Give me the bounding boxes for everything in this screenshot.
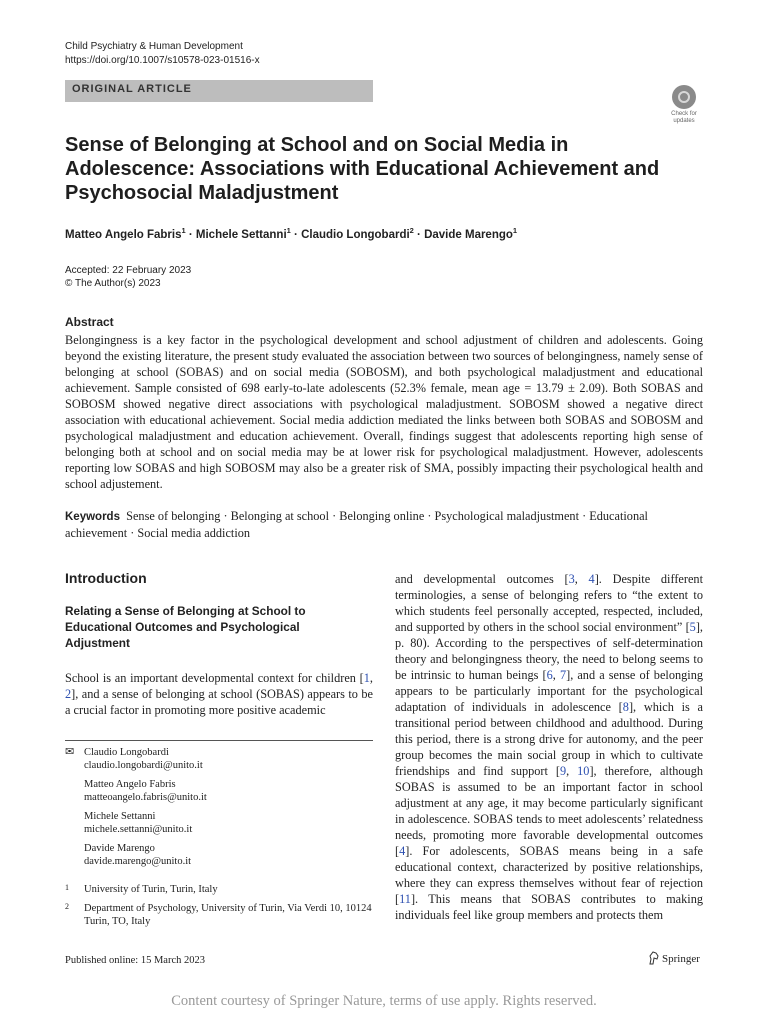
contact-email[interactable]: claudio.longobardi@unito.it — [84, 760, 203, 771]
contact-entry — [65, 842, 373, 868]
author-affil-marker: 2 — [409, 226, 414, 235]
citation-link[interactable]: 4 — [399, 844, 406, 858]
contact-name: Matteo Angelo Fabris — [84, 779, 176, 790]
author-name: Michele Settanni — [195, 228, 287, 241]
author-affil-marker: 1 — [181, 226, 186, 235]
author-list: Matteo Angelo Fabris$^1$ · Michele Settanni$^1$ · Claudio Longobardi$^2$ · Davide Marengo$^1$ — [65, 226, 518, 241]
citation-link[interactable]: 10 — [577, 764, 590, 778]
affiliation-entry — [65, 902, 373, 928]
author-affil-marker: 1 — [286, 226, 291, 235]
contact-email[interactable]: matteoangelo.fabris@unito.it — [84, 792, 207, 803]
citation-link[interactable]: 5 — [689, 620, 696, 634]
affiliation-number: 2 — [65, 902, 69, 911]
keywords-text: Sense of belonging · Belonging at school · Belonging online · Psychological maladjustment · Educational achievement · Social media addiction — [65, 509, 648, 540]
introduction-heading: Introduction — [65, 570, 147, 586]
affiliation-number: 1 — [65, 883, 69, 892]
article-dates — [65, 264, 191, 290]
author-name: Davide Marengo — [424, 228, 513, 241]
envelope-icon: ✉ — [65, 746, 75, 758]
contact-name: Michele Settanni — [84, 811, 156, 822]
abstract-heading: Abstract — [65, 315, 114, 329]
affiliation-text: Department of Psychology, University of Turin, Via Verdi 10, 10124 Turin, TO, Italy — [84, 903, 372, 927]
journal-name: Child Psychiatry & Human Development — [65, 41, 243, 52]
springer-logo — [648, 951, 700, 965]
author-affil-marker: 1 — [512, 226, 518, 235]
affiliations — [65, 883, 373, 934]
author-name: Matteo Angelo Fabris — [65, 228, 182, 241]
author-contacts — [65, 746, 373, 874]
affiliation-text: University of Turin, Turin, Italy — [84, 884, 218, 895]
contact-entry — [65, 778, 373, 804]
citation-link[interactable]: 6 — [546, 668, 553, 682]
affiliation-entry — [65, 883, 373, 896]
copyright-notice: © The Author(s) 2023 — [65, 278, 161, 289]
contact-email[interactable]: davide.marengo@unito.it — [84, 856, 192, 867]
published-date: Published online: 15 March 2023 — [65, 955, 205, 966]
doi-link[interactable]: https://doi.org/10.1007/s10578-023-01516-x — [65, 55, 260, 66]
citation-link[interactable]: 7 — [559, 668, 567, 682]
footnote-divider — [65, 740, 373, 741]
contact-name: Davide Marengo — [84, 843, 155, 854]
article-type-label: ORIGINAL ARTICLE — [72, 83, 192, 95]
accepted-date: Accepted: 22 February 2023 — [65, 265, 192, 276]
courtesy-notice: Content courtesy of Springer Nature, terms of use apply. Rights reserved. — [171, 993, 597, 1009]
intro-left-paragraph: School is an important developmental context for children [1, 2], and a sense of belonging at school (SOBAS) appears to be a crucial factor in promoting more positive academic — [65, 671, 373, 717]
author-name: Claudio Longobardi — [301, 228, 410, 241]
check-updates-label: Check for updates — [671, 111, 697, 124]
article-title: Sense of Belonging at School and on Social Media in Adolescence: Associations with Educational Achievement and Psychosocial Maladjustment — [65, 134, 660, 204]
journal-header — [65, 40, 260, 68]
citation-link[interactable]: 3 — [568, 572, 575, 586]
subsection-heading: Relating a Sense of Belonging at School to Educational Outcomes and Psychological Adjustment — [65, 604, 306, 650]
citation-link[interactable]: 9 — [559, 764, 567, 778]
citation-link[interactable]: 11 — [399, 892, 411, 906]
contact-email[interactable]: michele.settanni@unito.it — [84, 824, 193, 835]
check-updates-icon — [672, 85, 696, 109]
publisher-name: Springer — [662, 953, 700, 965]
keywords — [65, 508, 703, 541]
contact-entry — [65, 810, 373, 836]
citation-link[interactable]: 8 — [622, 700, 629, 714]
springer-horse-icon — [648, 951, 660, 965]
contact-name: Claudio Longobardi — [84, 747, 169, 758]
citation-link[interactable]: 4 — [588, 572, 595, 586]
citation-link[interactable]: 1 — [363, 671, 370, 685]
check-for-updates-badge[interactable] — [666, 85, 702, 123]
intro-right-paragraph: and developmental outcomes [3, 4]. Despite different terminologies, a sense of belonging refers to “the extent to which students feel personally accepted, respected, included, and supported by others in the school social environment” [5], p. 80). According to the perspectives of self-determination theory and belongingness theory, the need to belong seems to be intrinsic to human beings [6, 7], and a sense of belonging appears to be particularly important for the psychological adaptation of individuals in adolescence [8], which is a transitional period between childhood and adulthood. During this period, there is a strong drive for autonomy, and the peer group becomes the main social group in which to cultivate friendships and find support [9, 10], therefore, although SOBAS is assumed to be an important factor in school adjustment at any age, it may become particularly significant in adolescence. SOBAS tends to meet adolescents’ relatedness needs, promoting more favorable developmental outcomes [4]. For adolescents, SOBAS means being in a safe educational context, characterized by positive relationships, where they can express themselves without fear of rejection [11]. This means that SOBAS contributes to making individuals feel like group members and protects them — [395, 572, 703, 922]
citation-link[interactable]: 2 — [65, 687, 72, 701]
abstract-text: Belongingness is a key factor in the psychological development and school adjustment of children and adolescents. Going beyond the existing literature, the present study evaluated the association between two sources of belongingness, namely sense of belonging at school (SOBAS) and on social media (SOBOSM), and both psychological maladjustment and educational achievement. Sample consisted of 698 early-to-late adolescents (52.3% female, mean age = 13.79 ± 2.09). Both SOBAS and SOBOSM showed negative direct associations with psychological maladjustment. SOBOSM showed a negative direct association with educational achievement. Social media addiction mediated the links between both SOBAS and SOBOSM and psychological maladjustment and education achievement. Overall, findings suggest that adolescents reporting high sense of belonging both at school and on social media may be at lower risk for psychological maladjustment. However, adolescents reporting low SOBAS and high SOBOSM may also be a greater risk of SMA, possibly impacting their psychological health and school adjustement. — [65, 333, 703, 491]
keywords-label: Keywords — [65, 511, 120, 523]
contact-entry — [65, 746, 373, 772]
